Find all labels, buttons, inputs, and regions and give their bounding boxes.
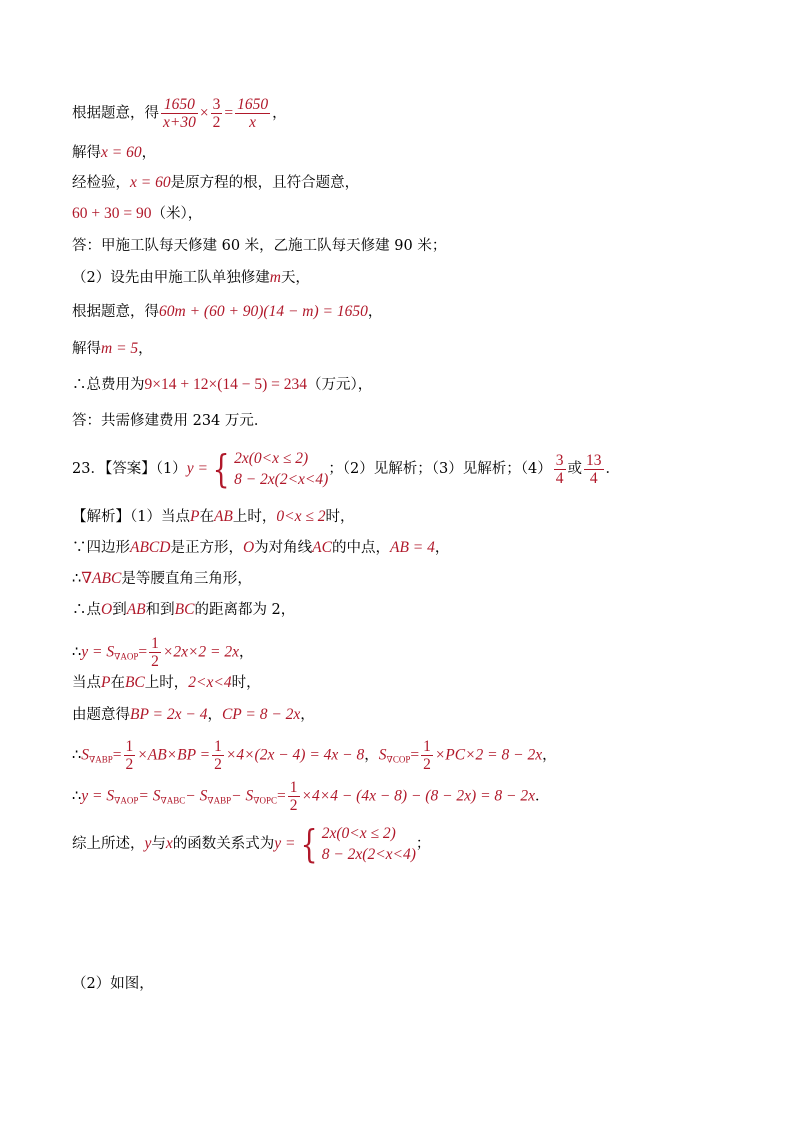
piecewise-cases xyxy=(234,448,328,490)
math-variable: O xyxy=(242,539,255,556)
numerator: 1650 xyxy=(237,96,269,113)
text-line-14 xyxy=(72,569,252,589)
math-expression: − S xyxy=(185,787,208,805)
fraction xyxy=(161,96,198,131)
math-expression: ∇ABC xyxy=(81,570,122,587)
operator: × xyxy=(199,104,209,122)
line-text: 是正方形， xyxy=(170,540,243,556)
line-text: 综上所述， xyxy=(72,836,145,852)
fraction xyxy=(554,452,566,487)
line-text: 解得 xyxy=(72,341,101,357)
text-line-20 xyxy=(72,779,550,814)
text-line-7 xyxy=(72,302,382,322)
punctuation: ， xyxy=(364,747,379,764)
math-variable: AB xyxy=(126,601,146,618)
math-expression: y = S xyxy=(81,643,115,661)
math-expression: 60m + (60 + 90)(14 − m) = 1650 xyxy=(159,303,368,320)
math-variable: P xyxy=(189,508,200,525)
math-expression: y = S xyxy=(81,787,115,805)
line-text: 答：共需修建费用 234 万元． xyxy=(72,413,269,429)
numerator: 1 xyxy=(423,738,431,755)
line-text: （2）设先由甲施工队单独修建 xyxy=(72,270,270,286)
math-variable: BC xyxy=(174,601,195,618)
operator: = xyxy=(277,787,286,805)
line-text: 经检验， xyxy=(72,175,130,191)
text-line-22 xyxy=(72,974,154,994)
line-text: 和到 xyxy=(145,602,175,618)
denominator: 2 xyxy=(212,114,221,131)
math-expression: 9×14 + 12×(14 − 5) = 234 xyxy=(144,376,308,393)
line-text: 的距离都为 2， xyxy=(194,602,296,618)
text-line-9 xyxy=(72,375,372,395)
math-expression: − S xyxy=(231,787,254,805)
fraction xyxy=(584,452,604,487)
math-expression: x = 60 xyxy=(130,174,171,191)
line-text: 是等腰直角三角形， xyxy=(121,571,252,587)
line-text: ；（2）见解析；（3）见解析；（4） xyxy=(328,461,552,477)
line-text: 的中点， xyxy=(331,540,390,556)
line-text: 【解析】（1）当点 xyxy=(72,509,190,525)
line-text: （万元）， xyxy=(307,377,373,393)
math-expression: y = xyxy=(274,835,296,852)
denominator: 4 xyxy=(555,469,564,487)
denominator: x+30 xyxy=(163,114,196,131)
numerator: 3 xyxy=(212,96,221,113)
fraction xyxy=(288,779,300,814)
math-variable: y xyxy=(144,835,152,852)
math-variable: S xyxy=(378,746,387,764)
math-variable: x xyxy=(165,835,173,852)
math-expression: ×2x×2 = 2x xyxy=(162,643,240,661)
math-expression: ×AB×BP = xyxy=(137,746,211,764)
text-line-18 xyxy=(72,705,315,725)
math-expression: AB = 4 xyxy=(389,539,435,556)
punctuation: ， xyxy=(138,341,153,357)
line-text: 到 xyxy=(112,602,127,618)
case-1: 2x(0<x ≤ 2) xyxy=(234,450,309,467)
math-expression: BP = 2x − 4 xyxy=(130,706,208,723)
case-1: 2x(0<x ≤ 2) xyxy=(321,825,396,842)
fraction xyxy=(211,96,223,131)
line-text: 的函数关系式为 xyxy=(172,836,275,852)
punctuation: ， xyxy=(434,540,450,556)
line-text: 与 xyxy=(151,836,166,852)
punctuation: ； xyxy=(415,836,431,852)
text-line-16 xyxy=(72,635,254,670)
denominator: 4 xyxy=(584,469,604,487)
operator: = xyxy=(224,104,234,122)
punctuation: ． xyxy=(605,461,620,477)
line-text: ∴总费用为 xyxy=(72,377,145,393)
math-expression: x = 60 xyxy=(101,144,142,161)
punctuation: ， xyxy=(367,304,383,320)
numerator: 1 xyxy=(214,738,222,755)
text-line-10 xyxy=(72,411,268,431)
line-text: 根据题意，得 xyxy=(72,304,159,320)
left-brace-icon: { xyxy=(212,447,230,491)
fraction xyxy=(235,96,270,131)
line-text: 在 xyxy=(199,509,214,525)
line-text: 当点 xyxy=(72,675,101,691)
line-text: （米）， xyxy=(151,206,203,222)
line-text: 是原方程的根，且符合题意， xyxy=(170,175,360,191)
text-line-19 xyxy=(72,738,557,773)
line-text: ∴ xyxy=(72,788,82,805)
punctuation: ， xyxy=(542,747,557,764)
punctuation: ． xyxy=(535,788,550,805)
answer-heading: 23．【答案】（1） xyxy=(72,461,187,477)
line-text: 在 xyxy=(110,675,125,691)
math-expression: = S xyxy=(138,787,161,805)
text-line-21 xyxy=(72,823,430,865)
text-line-8 xyxy=(72,339,153,359)
text-line-11 xyxy=(72,448,620,490)
line-text: 答：甲施工队每天修建 60 米，乙施工队每天修建 90 米； xyxy=(72,238,447,254)
numerator: 1 xyxy=(151,635,159,652)
math-expression: 60 + 30 = 90 xyxy=(72,205,152,222)
subscript: ∇AOP xyxy=(114,651,139,662)
text-line-2 xyxy=(72,143,156,163)
operator: = xyxy=(138,643,148,661)
text-line-4 xyxy=(72,204,202,224)
denominator: 2 xyxy=(125,756,134,773)
line-text: （2）如图， xyxy=(72,976,154,992)
line-text: 上时， xyxy=(144,675,189,691)
operator: = xyxy=(112,746,122,764)
line-text: ∴ xyxy=(72,644,82,661)
numerator: 1650 xyxy=(163,96,195,113)
case-2: 8 − 2x(2<x<4) xyxy=(321,846,416,863)
fraction xyxy=(124,738,136,773)
numerator: 1 xyxy=(289,779,298,796)
text-line-12 xyxy=(72,507,355,527)
line-text: 上时， xyxy=(232,509,277,525)
math-variable: AC xyxy=(312,539,332,556)
line-text: ∴ xyxy=(72,747,82,764)
math-expression: y = xyxy=(186,460,208,477)
punctuation: ， xyxy=(300,707,315,723)
piecewise-cases xyxy=(322,823,416,865)
numerator: 3 xyxy=(555,451,564,469)
subscript: ∇ABP xyxy=(207,795,232,806)
subscript: ∇AOP xyxy=(114,795,139,806)
left-brace-icon: { xyxy=(300,822,318,866)
case-2: 8 − 2x(2<x<4) xyxy=(234,471,329,488)
fraction xyxy=(421,738,433,773)
math-variable: m xyxy=(269,269,281,286)
text-line-13 xyxy=(72,538,449,558)
line-text: 时， xyxy=(231,675,261,691)
subscript: ∇COP xyxy=(386,754,411,765)
math-variable: O xyxy=(101,601,113,618)
line-text: 或 xyxy=(567,461,582,477)
line-text: 为对角线 xyxy=(254,540,313,556)
punctuation: ， xyxy=(272,105,287,122)
operator: = xyxy=(410,746,420,764)
line-text: 由题意得 xyxy=(72,707,130,723)
denominator: 2 xyxy=(423,756,431,773)
math-variable: AB xyxy=(213,508,233,525)
text-line-3 xyxy=(72,173,359,193)
punctuation: ， xyxy=(207,707,222,723)
math-expression: ×4×4 − (4x − 8) − (8 − 2x) = 8 − 2x xyxy=(301,787,536,805)
math-expression: CP = 8 − 2x xyxy=(221,706,301,723)
text-line-15 xyxy=(72,600,295,620)
denominator: x xyxy=(235,113,270,131)
punctuation: ， xyxy=(141,145,157,161)
text-line-1 xyxy=(72,96,287,131)
fraction xyxy=(149,635,161,670)
numerator: 13 xyxy=(586,451,602,469)
fraction xyxy=(212,738,224,773)
denominator: 2 xyxy=(214,756,222,773)
math-variable: BC xyxy=(124,674,145,691)
line-text: 时， xyxy=(325,509,355,525)
math-variable: S xyxy=(81,746,89,764)
line-text: ∴ xyxy=(72,571,82,587)
line-text: 根据题意，得 xyxy=(72,105,159,122)
text-line-6 xyxy=(72,268,310,288)
line-text: 解得 xyxy=(72,145,101,161)
math-expression: 2<x<4 xyxy=(188,674,232,691)
subscript: ∇ABP xyxy=(88,754,113,765)
denominator: 2 xyxy=(289,797,298,814)
math-expression: m = 5 xyxy=(101,340,139,357)
text-line-17 xyxy=(72,673,261,693)
math-expression: ×PC×2 = 8 − 2x xyxy=(434,746,543,764)
subscript: ∇ABC xyxy=(160,795,186,806)
numerator: 1 xyxy=(125,738,134,755)
text-line-5 xyxy=(72,236,446,256)
math-expression: 0<x ≤ 2 xyxy=(276,508,326,525)
math-expression: ×4×(2x − 4) = 4x − 8 xyxy=(225,746,365,764)
math-variable: P xyxy=(101,674,111,691)
denominator: 2 xyxy=(151,653,159,670)
line-text: ∴点 xyxy=(72,602,101,618)
math-variable: ABCD xyxy=(130,539,171,556)
line-text: ∵四边形 xyxy=(72,540,130,556)
line-text: 天， xyxy=(280,270,310,286)
punctuation: ， xyxy=(239,644,254,661)
subscript: ∇OPC xyxy=(253,795,278,806)
